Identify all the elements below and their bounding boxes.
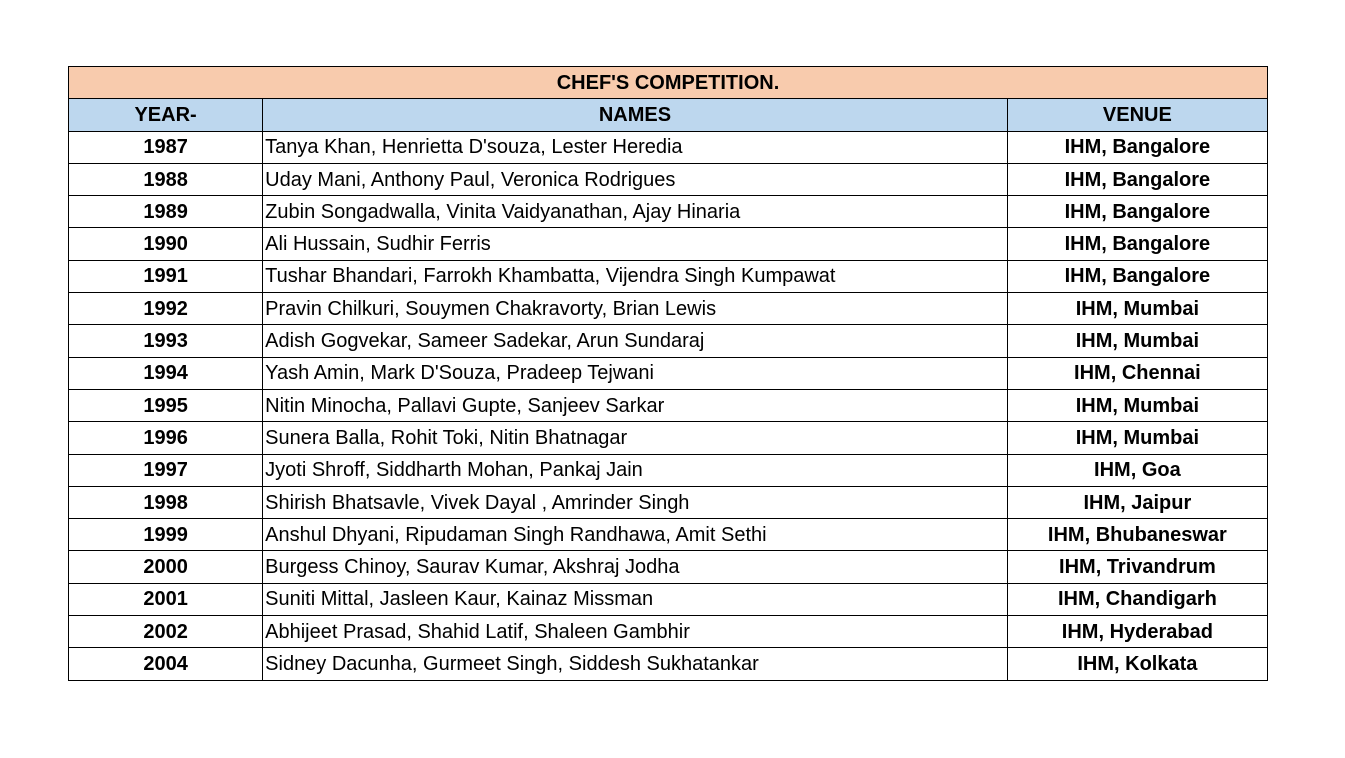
year-cell: 1999 xyxy=(69,519,263,551)
table-row xyxy=(69,551,1268,583)
year-cell: 2000 xyxy=(69,551,263,583)
year-cell: 1993 xyxy=(69,325,263,357)
year-cell: 1991 xyxy=(69,260,263,292)
venue-cell: IHM, Mumbai xyxy=(1007,389,1267,421)
table-row xyxy=(69,519,1268,551)
header-names: NAMES xyxy=(263,99,1008,131)
venue-cell: IHM, Chandigarh xyxy=(1007,583,1267,615)
table-row xyxy=(69,389,1268,421)
venue-cell: IHM, Bangalore xyxy=(1007,163,1267,195)
venue-cell: IHM, Bangalore xyxy=(1007,196,1267,228)
names-cell: Nitin Minocha, Pallavi Gupte, Sanjeev Sarkar xyxy=(263,389,1008,421)
venue-cell: IHM, Goa xyxy=(1007,454,1267,486)
year-cell: 1989 xyxy=(69,196,263,228)
year-cell: 1998 xyxy=(69,486,263,518)
venue-cell: IHM, Bangalore xyxy=(1007,131,1267,163)
venue-cell: IHM, Jaipur xyxy=(1007,486,1267,518)
names-cell: Uday Mani, Anthony Paul, Veronica Rodrigues xyxy=(263,163,1008,195)
year-cell: 1997 xyxy=(69,454,263,486)
names-cell: Zubin Songadwalla, Vinita Vaidyanathan, Ajay Hinaria xyxy=(263,196,1008,228)
table-row xyxy=(69,357,1268,389)
names-cell: Anshul Dhyani, Ripudaman Singh Randhawa, Amit Sethi xyxy=(263,519,1008,551)
table-row xyxy=(69,486,1268,518)
names-cell: Shirish Bhatsavle, Vivek Dayal , Amrinder Singh xyxy=(263,486,1008,518)
venue-cell: IHM, Bangalore xyxy=(1007,228,1267,260)
competition-table xyxy=(68,66,1268,681)
names-cell: Adish Gogvekar, Sameer Sadekar, Arun Sundaraj xyxy=(263,325,1008,357)
header-venue: VENUE xyxy=(1007,99,1267,131)
header-year: YEAR- xyxy=(69,99,263,131)
names-cell: Tushar Bhandari, Farrokh Khambatta, Vijendra Singh Kumpawat xyxy=(263,260,1008,292)
table-title: CHEF'S COMPETITION. xyxy=(69,67,1268,99)
year-cell: 1995 xyxy=(69,389,263,421)
venue-cell: IHM, Mumbai xyxy=(1007,422,1267,454)
names-cell: Tanya Khan, Henrietta D'souza, Lester Heredia xyxy=(263,131,1008,163)
year-cell: 2002 xyxy=(69,616,263,648)
year-cell: 1996 xyxy=(69,422,263,454)
year-cell: 1988 xyxy=(69,163,263,195)
names-cell: Suniti Mittal, Jasleen Kaur, Kainaz Missman xyxy=(263,583,1008,615)
year-cell: 1992 xyxy=(69,293,263,325)
venue-cell: IHM, Mumbai xyxy=(1007,293,1267,325)
names-cell: Abhijeet Prasad, Shahid Latif, Shaleen Gambhir xyxy=(263,616,1008,648)
names-cell: Ali Hussain, Sudhir Ferris xyxy=(263,228,1008,260)
table-row xyxy=(69,260,1268,292)
table-row xyxy=(69,163,1268,195)
table-row xyxy=(69,616,1268,648)
names-cell: Sidney Dacunha, Gurmeet Singh, Siddesh Sukhatankar xyxy=(263,648,1008,680)
names-cell: Burgess Chinoy, Saurav Kumar, Akshraj Jodha xyxy=(263,551,1008,583)
header-row xyxy=(69,99,1268,131)
names-cell: Sunera Balla, Rohit Toki, Nitin Bhatnagar xyxy=(263,422,1008,454)
venue-cell: IHM, Bangalore xyxy=(1007,260,1267,292)
venue-cell: IHM, Chennai xyxy=(1007,357,1267,389)
year-cell: 1990 xyxy=(69,228,263,260)
table-row xyxy=(69,648,1268,680)
year-cell: 1994 xyxy=(69,357,263,389)
year-cell: 2001 xyxy=(69,583,263,615)
year-cell: 2004 xyxy=(69,648,263,680)
names-cell: Pravin Chilkuri, Souymen Chakravorty, Brian Lewis xyxy=(263,293,1008,325)
table-row xyxy=(69,422,1268,454)
table-row xyxy=(69,325,1268,357)
table-row xyxy=(69,131,1268,163)
venue-cell: IHM, Mumbai xyxy=(1007,325,1267,357)
names-cell: Yash Amin, Mark D'Souza, Pradeep Tejwani xyxy=(263,357,1008,389)
year-cell: 1987 xyxy=(69,131,263,163)
table-row xyxy=(69,293,1268,325)
table-row xyxy=(69,228,1268,260)
table-body xyxy=(69,131,1268,680)
venue-cell: IHM, Kolkata xyxy=(1007,648,1267,680)
table-row xyxy=(69,196,1268,228)
venue-cell: IHM, Trivandrum xyxy=(1007,551,1267,583)
venue-cell: IHM, Hyderabad xyxy=(1007,616,1267,648)
venue-cell: IHM, Bhubaneswar xyxy=(1007,519,1267,551)
title-row xyxy=(69,67,1268,99)
table-row xyxy=(69,454,1268,486)
table-row xyxy=(69,583,1268,615)
names-cell: Jyoti Shroff, Siddharth Mohan, Pankaj Jain xyxy=(263,454,1008,486)
